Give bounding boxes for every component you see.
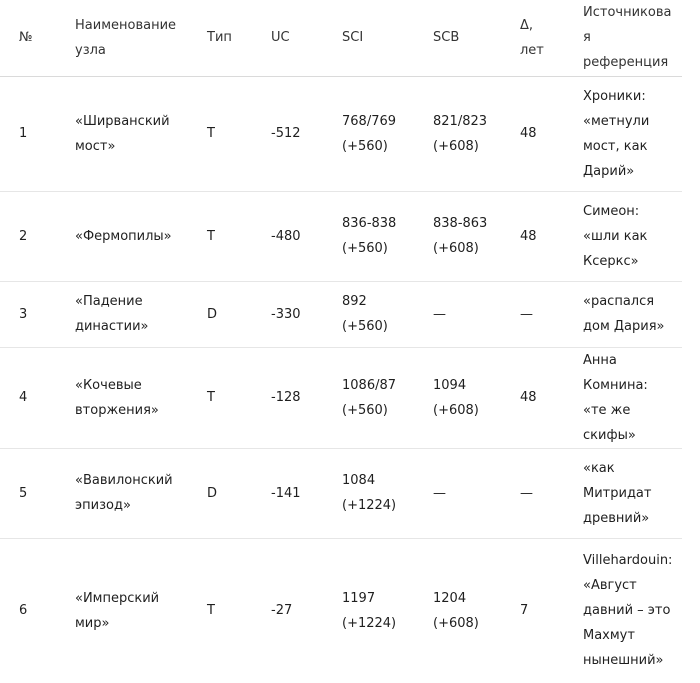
cell-source: Хроники: «метнули мост, как Дарий» xyxy=(564,76,682,191)
cell-scb: — xyxy=(414,448,501,538)
cell-sci: 1084 (+1224) xyxy=(323,448,414,538)
cell-delta: 48 xyxy=(501,76,564,191)
cell-sci: 768/769 (+560) xyxy=(323,76,414,191)
cell-name: «Кочевые вторжения» xyxy=(56,347,188,448)
cell-scb: 1204 (+608) xyxy=(433,590,479,631)
cell-name: «Фермопилы» xyxy=(56,191,188,281)
cell-name: «Вавилонский эпизод» xyxy=(56,448,188,538)
cell-type: D xyxy=(188,448,252,538)
cell-name: «Ширванский мост» xyxy=(56,76,188,191)
cell-type: T xyxy=(188,191,252,281)
table-body xyxy=(0,76,682,683)
header-type: Тип xyxy=(188,0,252,76)
cell-num: 2 xyxy=(0,191,56,281)
cell-num: 1 xyxy=(0,76,56,191)
cell-uc: -141 xyxy=(252,448,323,538)
table-row xyxy=(0,281,682,347)
cell-type: D xyxy=(188,281,252,347)
header-scb: SCB xyxy=(414,0,501,76)
cell-type: T xyxy=(207,603,215,619)
cell-delta: — xyxy=(501,448,564,538)
table-row xyxy=(0,347,682,448)
cell-name: «Имперский мир» xyxy=(75,590,160,631)
cell-sci: 1086/87 (+560) xyxy=(323,347,414,448)
cell-uc: -330 xyxy=(252,281,323,347)
cell-scb: 821/823 (+608) xyxy=(414,76,501,191)
cell-source: «как Митридат древний» xyxy=(564,448,682,538)
header-row xyxy=(0,0,682,76)
header-source: Источниковая референция xyxy=(564,0,682,76)
table-row xyxy=(0,76,682,191)
cell-scb: — xyxy=(414,281,501,347)
table-row xyxy=(0,538,682,683)
cell-num: 5 xyxy=(0,448,56,538)
cell-num: 6 xyxy=(19,603,28,619)
header-sci: SCI xyxy=(323,0,414,76)
cell-sci: 836-838 (+560) xyxy=(323,191,414,281)
cell-delta: 48 xyxy=(501,191,564,281)
cell-source: Villehardouin: «Август давний – это Махмут нынешний» xyxy=(583,553,673,669)
table-row xyxy=(0,191,682,281)
table-header xyxy=(0,0,682,76)
cell-type: T xyxy=(188,76,252,191)
cell-sci: 1197 (+1224) xyxy=(342,590,397,631)
table-row xyxy=(0,448,682,538)
header-num: № xyxy=(0,0,56,76)
cell-name: «Падение династии» xyxy=(56,281,188,347)
cell-delta: 48 xyxy=(501,347,564,448)
cell-scb: 838-863 (+608) xyxy=(414,191,501,281)
cell-sci: 892 (+560) xyxy=(323,281,414,347)
cell-uc: -512 xyxy=(252,76,323,191)
cell-scb: 1094 (+608) xyxy=(414,347,501,448)
header-delta: Δ, лет xyxy=(501,0,564,76)
cell-source: Симеон: «шли как Ксеркс» xyxy=(564,191,682,281)
cell-uc: -480 xyxy=(252,191,323,281)
cell-uc: -128 xyxy=(252,347,323,448)
cell-num: 4 xyxy=(0,347,56,448)
header-name: Наименование узла xyxy=(56,0,188,76)
cell-source: «распался дом Дария» xyxy=(564,281,682,347)
cell-delta: — xyxy=(501,281,564,347)
cell-num: 3 xyxy=(0,281,56,347)
cell-delta: 7 xyxy=(520,603,529,619)
cell-source: Анна Комнина: «те же скифы» xyxy=(564,347,682,448)
header-uc: UC xyxy=(252,0,323,76)
cell-uc: -27 xyxy=(271,603,293,619)
cell-type: T xyxy=(188,347,252,448)
